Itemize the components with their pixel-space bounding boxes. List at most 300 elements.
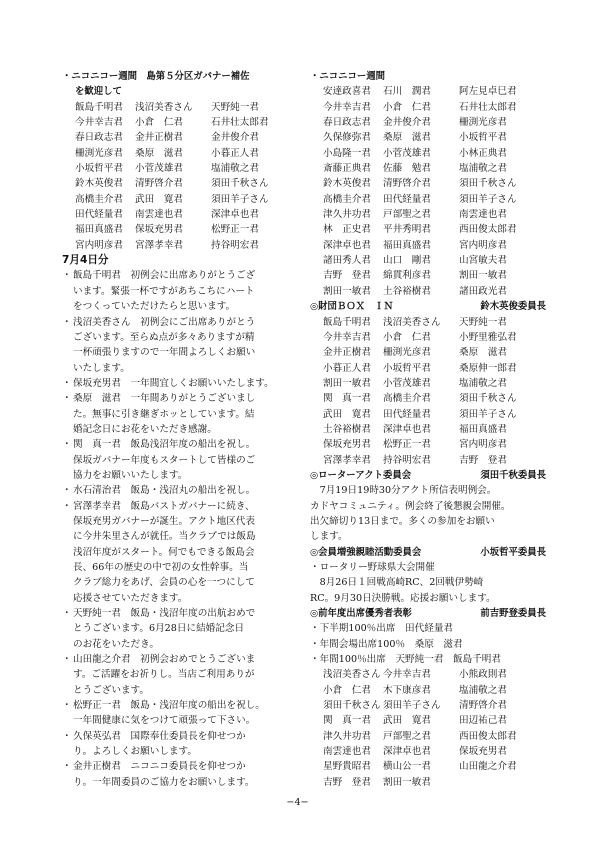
bullet-mark: [62, 683, 73, 698]
entry-text: 浅沼美香さん 初例会にご出席ありがとう: [73, 316, 256, 328]
name-row: [323, 376, 546, 391]
member-name: 福田真盛君: [75, 224, 123, 236]
member-name: 天野純一君: [211, 101, 259, 113]
member-name: 桑原 滋君: [383, 132, 431, 144]
date-heading: 7月4日分: [62, 254, 109, 267]
bullet-mark: ・: [62, 500, 72, 512]
member-name: 持谷明宏君: [211, 239, 259, 251]
entry-text: に今井朱里さんが就任。当クラブでは飯島: [73, 531, 256, 543]
name-row: [323, 161, 546, 176]
name-row: [323, 453, 546, 468]
member-name: 須田千秋さん: [459, 178, 517, 190]
bullet-mark: [62, 637, 73, 652]
entry-line: [62, 744, 298, 759]
member-name: 塩浦敬之君: [211, 163, 259, 175]
bullet-mark: ・: [62, 485, 72, 497]
bullet-mark: [62, 330, 73, 345]
entry-line: [62, 499, 298, 514]
member-name: 今井幸吉君: [323, 101, 371, 113]
entry-text: 長、66年の歴史の中で初の女性幹事。当: [73, 562, 249, 573]
name-row: [323, 330, 546, 345]
member-name: 西田俊太郎君: [459, 730, 517, 742]
member-name: 浅沼美香さん: [323, 669, 381, 681]
entry-line: [62, 575, 298, 590]
entry-line: [62, 729, 298, 744]
member-name: 横山公一君: [383, 761, 431, 773]
member-name: 久保修弥君: [323, 132, 371, 144]
bullet-mark: [62, 560, 73, 575]
entry-line: [62, 483, 298, 498]
name-row: [75, 115, 298, 130]
member-name: 今井幸吉君: [383, 669, 431, 681]
member-name: 春日政志君: [75, 132, 123, 144]
entry-text: 水石清治君 飯島・浅沼丸の船出を祝し。: [73, 485, 256, 497]
member-name: 今井幸吉君: [75, 117, 123, 129]
bullet-mark: ・: [62, 377, 72, 389]
entry-text: た。無事に引き継ぎホッとしています。結: [73, 408, 255, 420]
member-name: 吉野 登君: [459, 454, 507, 466]
entry-text: 天野純一君 飯島・浅沼年度の出航おめで: [73, 608, 256, 620]
bullet-mark: ・: [62, 761, 72, 773]
member-name: 綿貫利彦君: [383, 270, 431, 282]
member-name: 津久井功君: [323, 209, 371, 221]
member-name: 山田龍之介君: [459, 761, 517, 773]
member-name: 宮内明彦君: [459, 439, 507, 451]
entry-line: [62, 683, 298, 698]
text-line: カドヤコミュニティ。例会終了後懇親会開催。: [310, 500, 511, 512]
entry-text: 松野正一君 飯島・浅沼年度の船出を祝し。: [73, 700, 265, 712]
member-name: 清野啓介君: [135, 178, 183, 190]
member-name: 須田千秋さん: [211, 178, 269, 190]
name-row: [323, 698, 546, 713]
member-name: 小倉 仁君: [383, 331, 431, 343]
entry-text: 宮澤孝幸君 飯島バストガバナーに続き、: [73, 500, 255, 512]
entry-text: 浅沼年度がスタート。何でもできる飯島会: [73, 546, 255, 558]
member-name: 林 正史君: [323, 224, 371, 236]
member-name: 清野啓介君: [383, 178, 431, 190]
member-name: 土谷裕樹君: [383, 285, 431, 297]
member-name: 桑原伸一郎君: [459, 362, 517, 374]
entry-text: ございます。至らぬ点が多々ありますが精: [73, 331, 255, 343]
member-name: 保坂充男君: [135, 224, 183, 236]
entry-list: [62, 268, 298, 790]
name-row: [323, 683, 546, 698]
member-name: 星野貴昭君: [323, 761, 371, 773]
bullet-mark: [62, 299, 73, 314]
name-row: [323, 268, 546, 283]
entry-text: います。緊張一杯ですがあちこちにハート: [73, 285, 255, 297]
member-name: 今井幸吉君: [323, 331, 371, 343]
entry-text: り。一年間委員のご協力をお願いします。: [73, 776, 255, 788]
bullet-mark: ・: [62, 439, 72, 451]
entry-line: [62, 560, 298, 575]
member-name: 関 真一君: [323, 393, 371, 405]
page-number: −4−: [286, 797, 309, 808]
member-name: 小菅茂雄君: [135, 163, 183, 175]
entry-text: 金井正樹君 ニコニコ委員長を仰せつか: [73, 761, 246, 773]
member-name: 田代経量君: [75, 209, 123, 221]
entry-text: 婚記念日にお花をいただき感謝。: [73, 423, 217, 435]
member-name: 塩浦敬之君: [459, 684, 507, 696]
member-name: 塩浦敬之君: [459, 377, 507, 389]
entry-line: [62, 315, 298, 330]
member-name: 浅沼美香さん: [135, 101, 193, 113]
bullet-mark: ・: [62, 316, 72, 328]
entry-line: [62, 775, 298, 790]
member-name: 小菅茂雄君: [383, 377, 431, 389]
entry-text: とうございます。6月28日に結婚記念日: [73, 623, 245, 635]
bullet-mark: [62, 284, 73, 299]
member-name: 清野啓介君: [459, 700, 507, 712]
left-column: [62, 69, 298, 790]
entry-line: [62, 453, 298, 468]
entry-text: のお花をいただき。: [73, 638, 159, 650]
name-row: [323, 713, 546, 728]
member-name: 春日政志君: [323, 117, 371, 129]
member-name: 阿左見卓巳君: [459, 86, 517, 98]
name-row: [323, 100, 546, 115]
member-name: 土谷裕樹君: [323, 423, 371, 435]
name-row: [323, 253, 546, 268]
name-row: [323, 775, 546, 790]
member-name: 田代経量君: [383, 193, 431, 205]
member-name: 津久井功君: [323, 730, 371, 742]
name-row: [323, 284, 546, 299]
bullet-mark: [62, 667, 73, 682]
entry-line: [62, 529, 298, 544]
entry-line: [62, 514, 298, 529]
member-name: 諸田秀人君: [323, 255, 371, 267]
member-name: 須田羊子さん: [459, 408, 517, 420]
bullet-mark: [62, 591, 73, 606]
member-name: 高橋圭介君: [75, 193, 123, 205]
member-name: 須田羊子さん: [459, 193, 517, 205]
member-name: 金井俊介君: [211, 132, 259, 144]
entry-text: 保坂ガバナー年度もスタートして皆様のご: [73, 454, 256, 466]
entry-text: 一杯頑張りますので一年間よろしくお願い: [73, 347, 256, 359]
right-column: [310, 69, 546, 790]
member-name: 小野里雅弘君: [459, 331, 517, 343]
member-name: 小坂哲平君: [75, 163, 123, 175]
member-name: 深津卓也君: [383, 423, 431, 435]
bullet-mark: [62, 621, 73, 636]
entry-text: 久保英弘君 国際奉仕委員長を仰せつか: [73, 730, 246, 742]
name-row: [323, 222, 546, 237]
name-row: [323, 176, 546, 191]
member-name: 小暮正人君: [323, 362, 371, 374]
rotaract-text: [310, 483, 546, 544]
member-name: 割田一敏君: [323, 285, 371, 297]
member-name: 松野正一君: [211, 224, 259, 236]
name-row: [75, 146, 298, 161]
bullet-mark: [62, 468, 73, 483]
member-name: 小坂哲平君: [459, 132, 507, 144]
member-name: 小菅茂雄君: [383, 147, 431, 159]
member-name: 福田真盛君: [383, 239, 431, 251]
entry-line: [62, 376, 298, 391]
member-name: 割田一敏君: [459, 270, 507, 282]
member-name: 佐藤 勉君: [383, 163, 431, 175]
entry-line: [62, 407, 298, 422]
member-name: 田代経量君: [383, 408, 431, 420]
member-name: 深津卓也君: [383, 746, 431, 758]
member-name: 持谷明宏君: [383, 454, 431, 466]
name-row: [75, 207, 298, 222]
section-chair: 須田千秋委員長: [480, 469, 546, 481]
entry-line: [62, 637, 298, 652]
section-title: ◎会員増強親睦活動委員会: [310, 546, 422, 558]
section-chair: 前吉野登委員長: [480, 608, 546, 620]
section-chair: 小坂哲平委員長: [480, 546, 546, 558]
member-name: 宮内明彦君: [459, 239, 507, 251]
member-name: 小島隆一君: [323, 147, 371, 159]
name-row: [75, 176, 298, 191]
member-name: 小坂哲平君: [383, 362, 431, 374]
membership-text: [310, 560, 546, 606]
member-name: 武田 寛君: [383, 715, 431, 727]
entry-text: 桑原 滋君 一年間ありがとうございまし: [73, 393, 256, 405]
entry-line: [62, 652, 298, 667]
entry-line: [62, 437, 298, 452]
name-row: [323, 192, 546, 207]
member-name: 深津卓也君: [211, 209, 259, 221]
member-name: 諸田政光君: [459, 285, 507, 297]
entry-text: す。ご活躍をお祈りし。当店ご利用ありが: [73, 669, 255, 681]
member-name: 深津卓也君: [323, 239, 371, 251]
text-line: します。: [310, 531, 348, 543]
member-name: 西田俊太郎君: [459, 224, 517, 236]
section-heading-membership: [310, 545, 546, 560]
entry-text: 応援させていただきます。: [73, 592, 188, 604]
name-row: [75, 100, 298, 115]
member-name: 柵渕光彦君: [75, 147, 123, 159]
entry-line: [62, 361, 298, 376]
member-name: 宮澤孝幸君: [135, 239, 183, 251]
attendance-text: [310, 621, 546, 667]
member-name: 割田一敏君: [383, 776, 431, 788]
bullet-mark: ・: [62, 654, 72, 666]
name-row: [323, 345, 546, 360]
bullet-mark: [62, 529, 73, 544]
bullet-mark: ・: [62, 608, 72, 620]
name-row: [323, 146, 546, 161]
member-name: 鈴木英俊君: [323, 178, 371, 190]
name-row: [323, 315, 546, 330]
bullet-mark: ・: [62, 700, 72, 712]
member-name: 松野正一君: [383, 439, 431, 451]
member-name: 田辺祐己君: [459, 715, 507, 727]
entry-text: 保坂充男君 一年間宜しくお願いいたします。: [73, 377, 274, 389]
member-name: 桑原 滋君: [459, 347, 507, 359]
entry-line: [62, 391, 298, 406]
section-heading-attendance: [310, 606, 546, 621]
name-row: [323, 207, 546, 222]
entry-text: をつくっていただけたらと思います。: [73, 301, 236, 313]
member-name: 戸部聖之君: [383, 209, 431, 221]
section-title: ◎財団ＢＯＸ ＩＮ: [310, 301, 394, 313]
name-row: [323, 422, 546, 437]
entry-line: [62, 545, 298, 560]
entry-line: [62, 621, 298, 636]
section-title: ◎ローターアクト委員会: [310, 469, 412, 481]
name-row: [323, 115, 546, 130]
name-row: [323, 729, 546, 744]
member-name: 平井秀明君: [383, 224, 431, 236]
entry-text: とうございます。: [73, 684, 149, 696]
member-name: 木下康彦君: [383, 684, 431, 696]
name-row: [323, 437, 546, 452]
name-row: [323, 391, 546, 406]
entry-line: [62, 299, 298, 314]
bullet-mark: [62, 422, 73, 437]
bullet-mark: [62, 407, 73, 422]
section-heading-week-right: ・ニコニコー週間: [310, 71, 386, 82]
member-name: 金井俊介君: [383, 117, 431, 129]
member-name: 鈴木英俊君: [75, 178, 123, 190]
member-name: 南雲達也君: [459, 209, 507, 221]
entry-text: 一年間健康に気をつけて頑張って下さい。: [73, 715, 256, 727]
member-name: 小暮正人君: [211, 147, 259, 159]
member-name: 割田一敏君: [323, 377, 371, 389]
name-row: [75, 130, 298, 145]
member-name: 小林正典君: [459, 147, 507, 159]
entry-line: [62, 591, 298, 606]
name-row: [75, 161, 298, 176]
member-name: 須田羊子さん: [383, 700, 441, 712]
entry-line: [62, 468, 298, 483]
name-row: [75, 238, 298, 253]
entry-text: クラブ総力をあげ、会員の心を一つにして: [73, 577, 255, 589]
entry-line: [62, 667, 298, 682]
member-name: 塩浦敬之君: [459, 163, 507, 175]
bullet-mark: [62, 713, 73, 728]
bullet-mark: ・: [62, 270, 72, 282]
member-name: 戸部聖之君: [383, 730, 431, 742]
member-name: 斎藤正典君: [323, 163, 371, 175]
name-row: [323, 84, 546, 99]
entry-line: [62, 268, 298, 283]
entry-text: 山田龍之介君 初例会おめでとうございま: [73, 654, 256, 666]
member-name: 小倉 仁君: [135, 117, 183, 129]
entry-line: [62, 284, 298, 299]
text-line: ・ロータリー野球県大会開催: [310, 562, 435, 573]
text-line: ・年間会場出席100％ 桑原 滋君: [310, 638, 463, 650]
section-title: ◎前年度出席優秀者表彰: [310, 608, 412, 620]
bullet-mark: [62, 453, 73, 468]
bullet-mark: [62, 744, 73, 759]
member-name: 小熊政則君: [459, 669, 507, 681]
name-list-right-1: [310, 84, 546, 299]
entry-text: 協力をお願いいたします。: [73, 469, 188, 481]
name-row: [75, 222, 298, 237]
name-row: [323, 238, 546, 253]
member-name: 吉野 登君: [323, 776, 371, 788]
text-line: RC。9月30日決勝戦。応援お願いします。: [310, 592, 496, 604]
member-name: 柵渕光彦君: [383, 347, 431, 359]
member-name: 武田 寛君: [323, 408, 371, 420]
entry-line: [62, 345, 298, 360]
bullet-mark: [62, 775, 73, 790]
member-name: 須田千秋さん: [323, 700, 381, 712]
name-row: [323, 361, 546, 376]
name-row: [323, 130, 546, 145]
member-name: 高橋圭介君: [383, 393, 431, 405]
member-name: 南雲達也君: [323, 746, 371, 758]
member-name: 飯島千明君: [75, 101, 123, 113]
member-name: 須田千秋さん: [459, 393, 517, 405]
entry-text: いたします。: [73, 362, 130, 374]
member-name: 石川 潤君: [383, 86, 431, 98]
text-line: ・年間100％出席 天野純一君 飯島千明君: [310, 654, 501, 666]
section-heading-foundation: [310, 299, 546, 314]
bullet-mark: [62, 345, 73, 360]
entry-text: 飯島千明君 初例会に出席ありがとうござ: [73, 270, 256, 282]
entry-text: 保坂充男ガバナーが誕生。アクト地区代表: [73, 515, 255, 527]
member-name: 飯島千明君: [323, 316, 371, 328]
name-row: [323, 667, 546, 682]
bullet-mark: ・: [62, 730, 72, 742]
name-list-right-2: [310, 315, 546, 468]
section-heading-week: ・ニコニコー週間 島第５分区ガバナー補佐: [62, 71, 250, 82]
member-name: 吉野 登君: [323, 270, 371, 282]
bullet-mark: ・: [62, 393, 72, 405]
member-name: 関 真一君: [323, 715, 371, 727]
section-heading-week-cont: を歓迎して: [75, 86, 122, 98]
member-name: 須田羊子さん: [211, 193, 269, 205]
entry-line: [62, 330, 298, 345]
member-name: 天野純一君: [459, 316, 507, 328]
member-name: 宮内明彦君: [75, 239, 123, 251]
member-name: 高橋圭介君: [323, 193, 371, 205]
bullet-mark: [62, 545, 73, 560]
member-name: 武田 寛君: [135, 193, 183, 205]
entry-text: 関 真一君 飯島浅沼年度の船出を祝し。: [73, 439, 256, 451]
entry-line: [62, 759, 298, 774]
text-line: ・下半期100％出席 田代経量君: [310, 623, 454, 635]
text-line: 7月19日19時30分アクト所信表明例会。: [310, 485, 497, 497]
entry-line: [62, 713, 298, 728]
member-name: 石井壮太郎君: [211, 117, 269, 129]
bullet-mark: [62, 575, 73, 590]
member-name: 山口 剛君: [383, 255, 431, 267]
entry-line: [62, 606, 298, 621]
text-line: 8月26日１回戦高崎RC、2回戦伊勢崎: [310, 577, 484, 589]
text-line: 出欠締切り13日まで。多くの参加をお願い: [310, 515, 495, 527]
member-name: 安達政喜君: [323, 86, 371, 98]
member-name: 小倉 仁君: [383, 101, 431, 113]
member-name: 柵渕光彦君: [459, 117, 507, 129]
member-name: 福田真盛君: [459, 423, 507, 435]
member-name: 金井正樹君: [135, 132, 183, 144]
entry-text: り。よろしくお願いします。: [73, 746, 197, 758]
name-row: [323, 744, 546, 759]
member-name: 保坂充男君: [323, 439, 371, 451]
name-row: [323, 759, 546, 774]
name-row: [323, 407, 546, 422]
member-name: 山宮敏夫君: [459, 255, 507, 267]
bullet-mark: [62, 514, 73, 529]
bullet-mark: [62, 361, 73, 376]
member-name: 宮澤孝幸君: [323, 454, 371, 466]
member-name: 浅沼美香さん: [383, 316, 441, 328]
member-name: 保坂充男君: [459, 746, 507, 758]
name-list-1: [62, 100, 298, 253]
section-heading-rotaract: [310, 468, 546, 483]
member-name: 桑原 滋君: [135, 147, 183, 159]
section-chair: 鈴木英俊委員長: [480, 301, 546, 313]
member-name: 金井正樹君: [323, 347, 371, 359]
member-name: 南雲達也君: [135, 209, 183, 221]
